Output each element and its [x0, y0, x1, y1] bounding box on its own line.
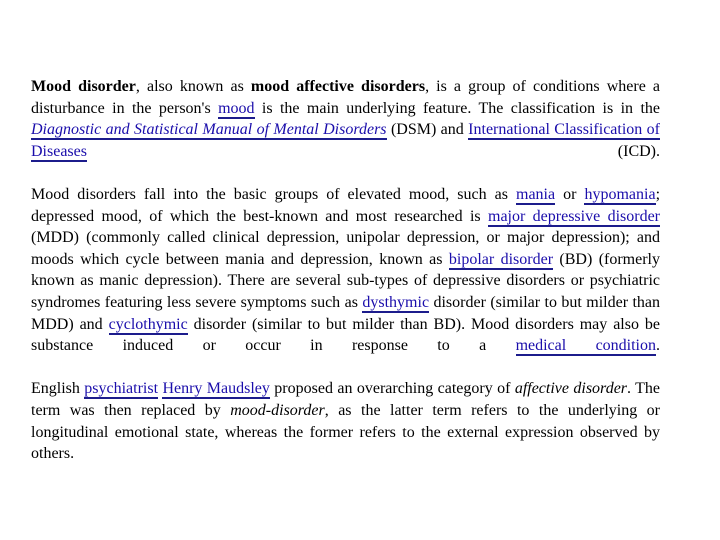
link-major-depressive-disorder[interactable]: major depressive disorder [488, 207, 660, 225]
text-span: , as the latter term refers to the underlying or longitudinal emotional state, whereas the former refers to the external expression observed by others. [31, 401, 660, 463]
term-mood-disorder: Mood disorder [31, 78, 136, 95]
link-icd[interactable]: International Classification of Diseases [31, 121, 661, 160]
text-span: disorder (similar to but milder than MDD) and [31, 293, 660, 333]
text-span: Mood disorders fall into the basic groups of elevated mood, such as [31, 185, 516, 203]
text-span: (BD) (formerly known as manic depression). There are several sub-types of depressive disorders or psychiatric syndromes featuring less severe symptoms such as [31, 250, 661, 311]
term-affective-disorder: affective disorder [514, 380, 628, 398]
link-dsm[interactable]: Diagnostic and Statistical Manual of Mental Disorders [31, 121, 387, 139]
paragraph-history [31, 378, 660, 464]
paragraph-mood-disorder-definition [31, 76, 660, 184]
text-span: . [656, 337, 660, 355]
text-span: disorder (similar to but milder than BD). Mood disorders may also be substance induced or occur in response to a [31, 315, 660, 355]
text-span: . The term was then replaced by [31, 380, 661, 419]
text-span: or [555, 185, 585, 203]
term-mood-disorder-italic: mood-disorder [230, 401, 325, 419]
text-span: , also known as [135, 78, 251, 95]
link-dysthymic[interactable]: dysthymic [362, 293, 430, 311]
document-body [31, 76, 660, 465]
text-span: (DSM) and [386, 121, 469, 139]
term-mood-affective-disorders: mood affective disorders [250, 78, 426, 95]
text-span: , is a group of conditions where a disturbance in the person's [31, 78, 660, 117]
text-span: proposed an overarching category of [269, 380, 515, 398]
link-mania[interactable]: mania [516, 185, 556, 203]
link-henry-maudsley[interactable]: Henry Maudsley [162, 380, 270, 398]
link-medical-condition[interactable]: medical condition [515, 337, 656, 355]
link-psychiatrist[interactable]: psychiatrist [84, 380, 159, 398]
text-span: ; depressed mood, of which the best-known and most researched is [31, 185, 661, 225]
text-span: (MDD) (commonly called clinical depression, unipolar depression, or major depression); and moods which cycle between mania and depression, known as [31, 229, 660, 268]
link-cyclothymic[interactable]: cyclothymic [108, 315, 188, 333]
text-span: (ICD). [86, 142, 660, 160]
link-hypomania[interactable]: hypomania [584, 185, 656, 203]
link-mood[interactable]: mood [218, 99, 255, 117]
link-bipolar-disorder[interactable]: bipolar disorder [448, 250, 554, 268]
text-span: is the main underlying feature. The classification is in the [254, 99, 660, 117]
text-span: English [31, 380, 85, 398]
paragraph-mood-disorder-groups [31, 184, 660, 378]
